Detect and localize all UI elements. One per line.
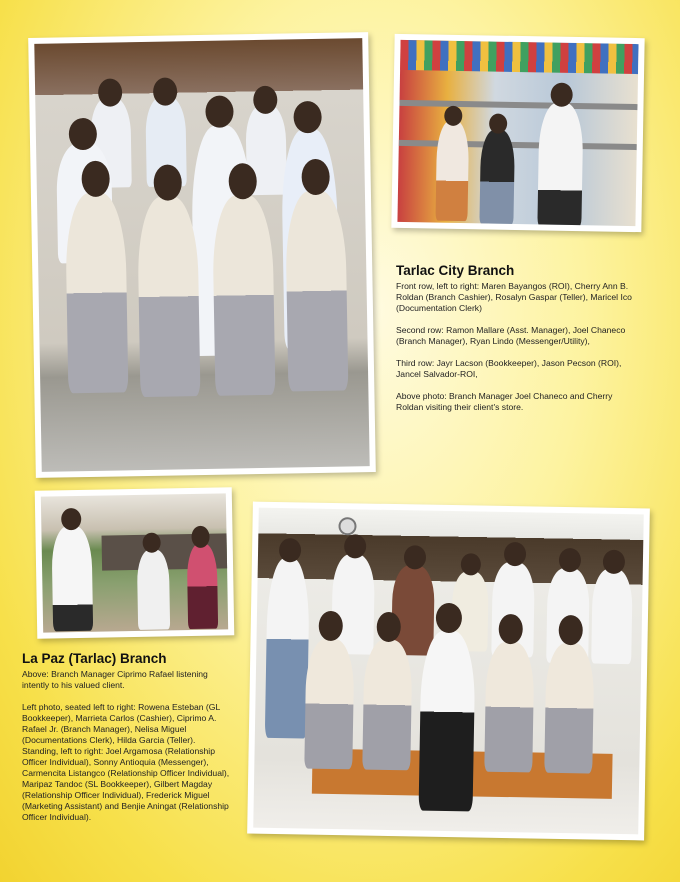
tarlac-title: Tarlac City Branch <box>396 263 515 278</box>
lapaz-group-names: Left photo, seated left to right: Rowena Esteban (GL Bookkeeper), Marrieta Carlos (Cashier), Ciprimo A. Rafael Jr. (Branch Manager), Nelisa Miguel (Documentations Clerk), Hilda Garcia (Teller). Standing, left to right: Joel Argamosa (Relationship Officer Individual), Sonny Antioquia (Messenger), Carmencita Listangco (Relationship Officer Individual), Maripaz Tandoc (SL Bookkeeper), Gilbert Magday (Relationship Officer Individual), Frederick Miguel (Marketing Assistant) and Benjie Aningat (Relationship Officer Individual). <box>22 702 230 822</box>
lapaz-caption <box>22 651 232 834</box>
lapaz-client-photo <box>35 487 235 638</box>
tarlac-above-photo: Above photo: Branch Manager Joel Chaneco and Cherry Roldan visiting their client's store. <box>396 391 613 412</box>
tarlac-second-row: Second row: Ramon Mallare (Asst. Manager), Joel Chaneco (Branch Manager), Ryan Lindo (Messenger/Utility), <box>396 325 626 346</box>
tarlac-front-row: Front row, left to right: Maren Bayangos (ROI), Cherry Ann B. Roldan (Branch Cashier), Rosalyn Gaspar (Teller), Maricel Ico (Documentation Clerk) <box>396 281 632 313</box>
store-visit-photo <box>391 34 644 232</box>
lapaz-above-note: Above: Branch Manager Ciprimo Rafael listening intently to his valued client. <box>22 669 208 690</box>
lapaz-group-photo <box>247 502 650 841</box>
lapaz-title: La Paz (Tarlac) Branch <box>22 651 167 666</box>
tarlac-group-photo <box>28 32 376 478</box>
tarlac-caption <box>396 263 636 424</box>
tarlac-third-row: Third row: Jayr Lacson (Bookkeeper), Jason Pecson (ROI), Jancel Salvador-ROI, <box>396 358 622 379</box>
